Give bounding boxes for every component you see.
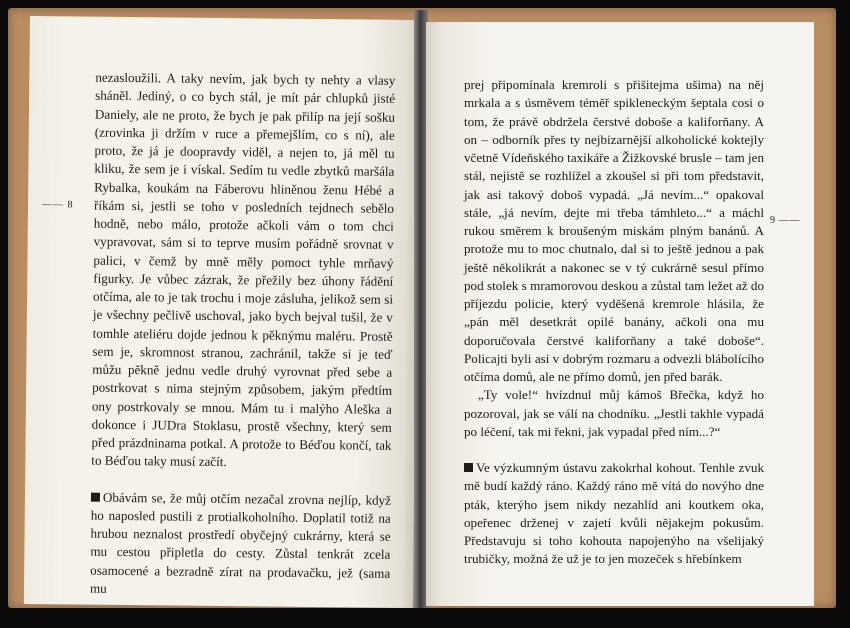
left-page-text bbox=[90, 69, 396, 601]
section-marker-icon bbox=[464, 463, 473, 472]
section-paragraph: Ve výzkumným ústavu zakokrhal kohout. Tenhle zvuk mě budí každý ráno. Každý ráno mě vítá do novýho dne pták, kterýho jsem nikdy nezahlíd ani koutkem oka, opeřenec drženej v zajetí kvůli nějakejm pokusům. Představuju si toho kohouta napojenýho na všelijaký trubičky, možná že už je to jen mozeček s hřebínkem bbox=[464, 460, 764, 567]
paragraph: „Ty vole!“ hvízdnul můj kámoš Břečka, když ho pozoroval, jak se válí na chodníku. „Jestli takhle vypadá po léčení, tak mi řekni, jak vypadal před ním...?“ bbox=[464, 387, 764, 439]
section-paragraph: Obávám se, že můj otčím nezačal zrovna nejlíp, když ho naposled pustili z protialkoholního. Doplatil totiž na hrubou neznalost prostředí obyčejný cukrárny, která se mu cestou připletla do cesty. Zůstal tenkrát zcela osamocené a bezradně zírat na prodavačku, jež (sama mu bbox=[89, 489, 392, 596]
right-page bbox=[426, 22, 814, 606]
paragraph: prej připomínala kremroli s přišitejma ušima) na něj mrkala a s úsměvem téměř spikleneckým šeptala cosi o tom, že právě obdržela čerstvé doboše a kaliforňany. A on – odborník přes ty nejbizarnější alkoholické koktejly včetně Vídeňského taxikáře a Žižkovské brusle – tam jen stál, nejistě se rozhlížel a zkoušel si při tom představit, jak asi takový doboš vypadá. „Já nevím...“ opakoval stále, „já nevím, dejte mi třeba támhleto...“ a máchl rukou směrem k broušeným miskám plným banánů. A protože mu to moc chutnalo, dal si to ještě jednou a pak ještě několikrát a nakonec se v tý cukrárně sesul přímo pod stolek s mramorovou deskou a zůstal tam ležet až do příjezdu policie, který vyděšená kremrole hlásila, že „pán měl desetkrát opilé banány, ačkoli ona mu doporučovala čerstvé kaliforňany a také doboše“. Policajti byli asi v dobrým rozmaru a odvezli blábolícího otčíma domů, ale ne přímo domů, jen před barák. bbox=[464, 77, 764, 384]
paragraph: nezasloužili. A taky nevím, jak bych ty nehty a vlasy sháněl. Jediný, o co bych stál, je mít pár chlupků jisté Daniely, ale ne proto, že bych je pak přilíp na její sošku (zrovinka ji držím v ruce a přemejšlím, co s ní), ale proto, že já je doopravdy viděl, a nejen to, já měl tu kliku, že sem je i vískal. Sedím tu vedle zbytků maršála Rybalka, koukám na Fáberovu hliněnou ženu Hébé a říkám si, jestli se toho v posledních tejdnech sebělo hodně, nebo málo, protože ačkoli vám o tom chci vypravovat, sám si to teprve musím pořádně srovnat v palici, v čemž by mně měly pomoct tyhle mrňavý figurky. Je vůbec zázrak, že přežily bez úhony řádění otčíma, ale to je tak trochu i moje zásluha, jelikož sem si je všechny pečlivě uschoval, jako bych bejval tušil, že v tomhle ateliéru dojde jednou k pěknýmu maléru. Prostě sem je, skromnost stranou, zachránil, takže si je teď můžu pěkně jednu vedle druhý vyrovnat před sebe a postrkovat s nima stejným způsobem, jakým předtím ony postrkovaly se mnou. Mám tu i malýho Aleška a dokonce i JUDra Stoklasu, prostě všechny, který sem před prázdninama potkal. A protože to Béďou končí, tak to Béďou taky musí začít. bbox=[91, 69, 396, 470]
page-number-left: —— 8 bbox=[41, 199, 73, 211]
left-page bbox=[24, 16, 419, 608]
page-number-right: 9 —— bbox=[770, 215, 801, 226]
section-marker-icon bbox=[91, 492, 100, 501]
right-page-text bbox=[464, 76, 764, 569]
